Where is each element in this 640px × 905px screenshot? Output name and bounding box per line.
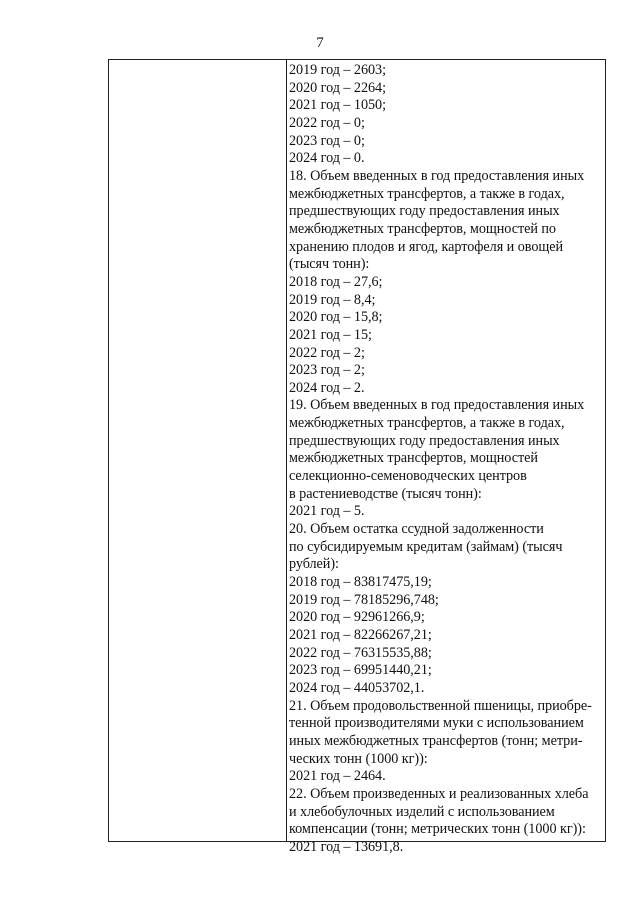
text-line: 2021 год – 13691,8. — [289, 838, 404, 855]
column-divider — [286, 60, 287, 841]
text-line: 2021 год – 2464. — [289, 768, 386, 785]
text-line: межбюджетных трансфертов, а также в годах, — [289, 185, 565, 202]
text-line: ческих тонн (1000 кг)): — [289, 750, 428, 767]
text-line: компенсации (тонн; метрических тонн (1000 кг)): — [289, 821, 586, 838]
table-left-cell — [109, 60, 286, 841]
text-line: хранению плодов и ягод, картофеля и овощей — [289, 238, 564, 255]
text-line: 22. Объем произведенных и реализованных хлеба — [289, 785, 589, 802]
text-line: в растениеводстве (тысяч тонн): — [289, 485, 482, 502]
text-line: 20. Объем остатка ссудной задолженности — [289, 521, 544, 538]
text-line: иных межбюджетных трансфертов (тонн; метри- — [289, 732, 583, 749]
text-line: 19. Объем введенных в год предоставления иных — [289, 397, 585, 414]
text-line: 2023 год – 2; — [289, 362, 365, 379]
text-line: предшествующих году предоставления иных — [289, 432, 560, 449]
text-line: 2024 год – 44053702,1. — [289, 679, 425, 696]
text-line: тенной производителями муки с использованием — [289, 715, 584, 732]
text-line: 2023 год – 69951440,21; — [289, 662, 432, 679]
text-line: межбюджетных трансфертов, а также в годах, — [289, 415, 565, 432]
text-line: 2020 год – 2264; — [289, 79, 386, 96]
text-line: 2021 год – 82266267,21; — [289, 627, 432, 643]
page-number: 7 — [316, 35, 324, 51]
text-line: 2018 год – 83817475,19; — [289, 574, 432, 591]
text-line: 2019 год – 8,4; — [289, 291, 376, 308]
text-line: 2023 год – 0; — [289, 132, 365, 149]
text-line: предшествующих году предоставления иных — [289, 203, 560, 220]
text-line: 2020 год – 15,8; — [289, 309, 383, 326]
text-line: 2021 год – 15; — [289, 326, 372, 343]
text-line: (тысяч тонн): — [289, 256, 370, 273]
text-line: 2024 год – 2. — [289, 379, 365, 396]
text-line: 18. Объем введенных в год предоставления иных — [289, 167, 585, 184]
text-line: 2022 год – 2; — [289, 344, 365, 361]
document-table — [108, 59, 606, 855]
text-line: селекционно-семеноводческих центров — [289, 468, 527, 485]
table-right-cell — [289, 62, 605, 857]
text-line: 2021 год – 5. — [289, 503, 365, 520]
text-line: 21. Объем продовольственной пшеницы, приобре- — [289, 697, 592, 714]
text-line: 2019 год – 2603; — [289, 62, 386, 78]
text-line: 2019 год – 78185296,748; — [289, 591, 439, 608]
text-line: межбюджетных трансфертов, мощностей — [289, 450, 538, 467]
text-line: межбюджетных трансфертов, мощностей по — [289, 220, 556, 237]
text-line: 2020 год – 92961266,9; — [289, 609, 425, 626]
text-line: и хлебобулочных изделий с использованием — [289, 803, 555, 820]
text-line: 2018 год – 27,6; — [289, 273, 383, 290]
text-line: 2024 год – 0. — [289, 150, 365, 167]
text-line: 2022 год – 76315535,88; — [289, 644, 432, 661]
text-line: по субсидируемым кредитам (займам) (тысяч — [289, 538, 563, 555]
text-line: рублей): — [289, 556, 339, 573]
text-line: 2021 год – 1050; — [289, 97, 386, 114]
text-line: 2022 год – 0; — [289, 114, 365, 131]
